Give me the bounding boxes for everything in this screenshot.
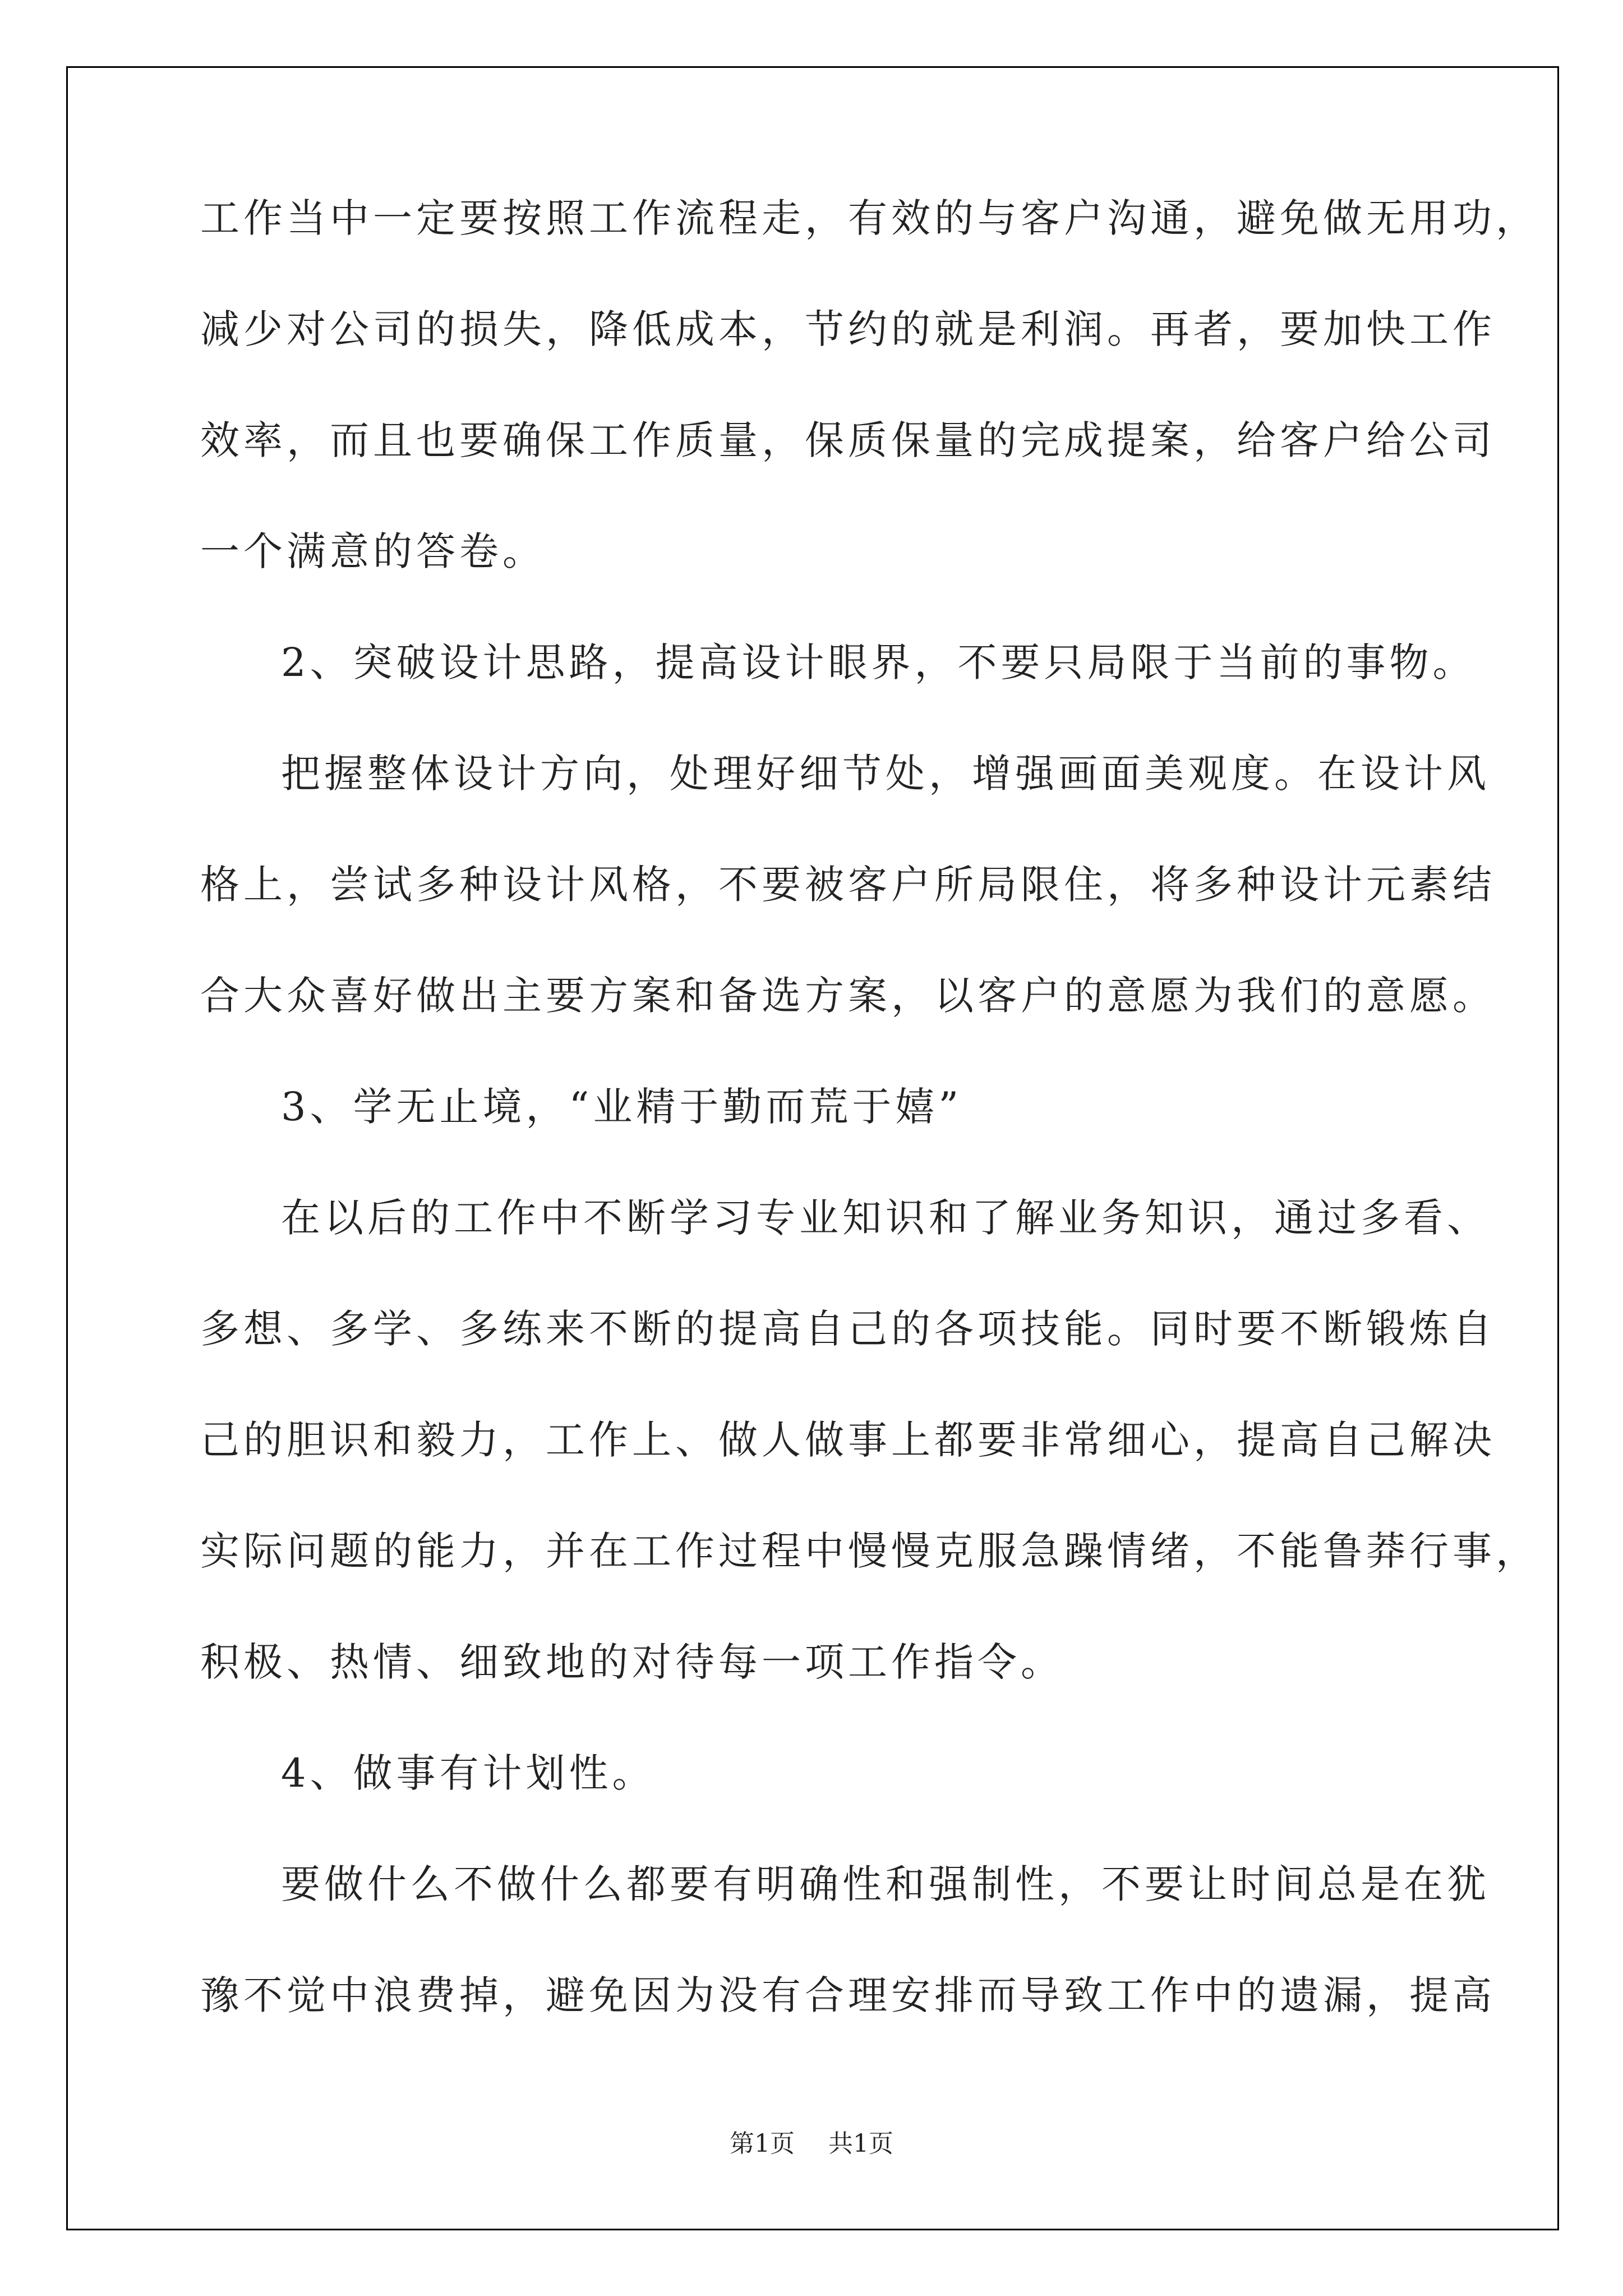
text-line: 豫不觉中浪费掉，避免因为没有合理安排而导致工作中的遗漏，提高 [200,1972,1496,2018]
text-line: 效率，而且也要确保工作质量，保质保量的完成提案，给客户给公司 [200,417,1496,463]
text-line: 多想、多学、多练来不断的提高自己的各项技能。同时要不断锻炼自 [200,1306,1496,1352]
page-footer [0,2127,1623,2161]
heading-2: 2、突破设计思路，提高设计眼界，不要只局限于当前的事物。 [281,639,1476,685]
text-line: 格上，尝试多种设计风格，不要被客户所局限住，将多种设计元素结 [200,862,1496,908]
heading-3: 3、学无止境，“业精于勤而荒于嬉” [281,1084,963,1130]
text-line: 减少对公司的损失，降低成本，节约的就是利润。再者，要加快工作 [200,306,1496,352]
text-line: 把握整体设计方向，处理好细节处，增强画面美观度。在设计风 [281,751,1490,797]
text-line: 要做什么不做什么都要有明确性和强制性，不要让时间总是在犹 [281,1861,1490,1907]
text-line: 积极、热情、细致地的对待每一项工作指令。 [200,1639,1064,1685]
heading-4: 4、做事有计划性。 [281,1750,656,1796]
page-total: 共1页 [828,2129,893,2158]
text-line: 在以后的工作中不断学习专业知识和了解业务知识，通过多看、 [281,1195,1490,1241]
text-line: 工作当中一定要按照工作流程走，有效的与客户沟通，避免做无用功， [200,195,1539,241]
text-line: 实际问题的能力，并在工作过程中慢慢克服急躁情绪，不能鲁莽行事， [200,1528,1539,1574]
text-line: 合大众喜好做出主要方案和备选方案，以客户的意愿为我们的意愿。 [200,973,1496,1019]
text-line: 一个满意的答卷。 [200,528,546,574]
text-line: 己的胆识和毅力，工作上、做人做事上都要非常细心，提高自己解决 [200,1417,1496,1463]
page-number: 第1页 [730,2129,795,2158]
